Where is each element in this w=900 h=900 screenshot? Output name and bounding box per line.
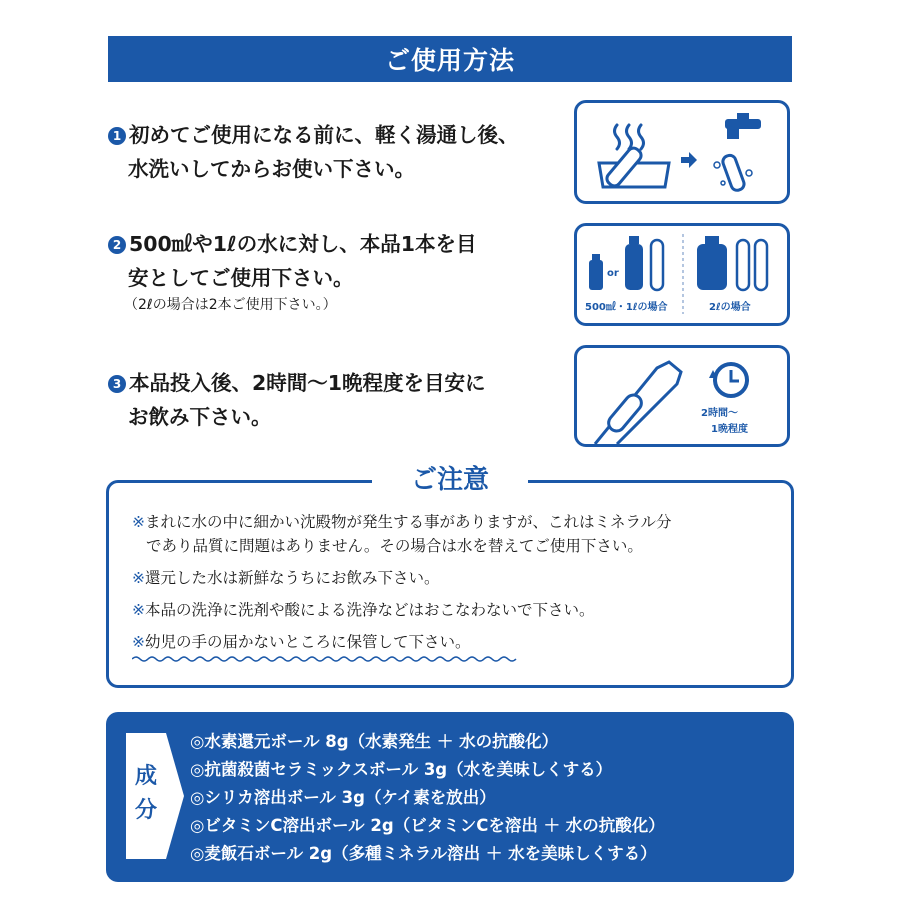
ingredients-label-top: 成	[134, 764, 157, 789]
ingredients-label-bottom: 分	[134, 798, 157, 823]
caution-text: まれに水の中に細かい沈殿物が発生する事がありますが、これはミネラル分	[145, 513, 672, 531]
caution-item	[132, 598, 595, 622]
step-text: 本品投入後、2時間～1晩程度を目安に	[129, 371, 486, 395]
caution-title: ご注意	[372, 462, 528, 498]
illustration-wait	[574, 345, 790, 447]
large-bottle-icon	[697, 236, 727, 290]
stick-icon	[651, 240, 663, 290]
small-bottle-icon	[589, 254, 603, 290]
wavy-underline	[132, 654, 524, 664]
ingredient-item: ◎ビタミンC溶出ボール 2g（ビタミンCを溶出 ＋ 水の抗酸化）	[190, 816, 665, 835]
wait-caption-2: 1晩程度	[711, 424, 748, 435]
illustration-dosage	[574, 223, 790, 326]
step-number-badge: 1	[108, 127, 126, 145]
or-label: or	[607, 268, 619, 279]
ingredients-tab-arrow	[166, 733, 184, 859]
stick-icon	[755, 240, 767, 290]
ingredient-item: ◎抗菌殺菌セラミックスボール 3g（水を美味しくする）	[190, 760, 613, 779]
caution-item	[132, 630, 471, 654]
caution-text: であり品質に問題はありません。その場合は水を替えてご使用下さい。	[146, 537, 643, 555]
step-1	[108, 118, 519, 186]
caution-item	[132, 566, 440, 590]
caution-text: 本品の洗浄に洗剤や酸による洗浄などはおこなわないで下さい。	[145, 601, 595, 619]
caution-mark: ※	[132, 513, 145, 531]
step-number-badge: 3	[108, 375, 126, 393]
step-text: 500㎖や1ℓの水に対し、本品1本を目	[129, 232, 477, 256]
ingredients-label	[126, 760, 166, 828]
caution-text: 還元した水は新鮮なうちにお飲み下さい。	[145, 569, 440, 587]
caution-mark: ※	[132, 601, 145, 619]
hot-water-bowl-icon	[599, 146, 669, 189]
faucet-icon	[714, 113, 761, 192]
arrow-right-icon	[681, 152, 697, 168]
step-2	[108, 227, 477, 315]
step-note: （2ℓの場合は2本ご使用下さい。）	[124, 297, 337, 313]
bottle-icon	[625, 236, 643, 290]
ingredient-item: ◎シリカ溶出ボール 3g（ケイ素を放出）	[190, 788, 496, 807]
ingredient-item: ◎麦飯石ボール 2g（多種ミネラル溶出 ＋ 水を美味しくする）	[190, 844, 657, 863]
steam-icon	[615, 125, 644, 149]
step-3	[108, 366, 486, 434]
step-text: 水洗いしてからお使い下さい。	[128, 157, 415, 181]
step-text: 初めてご使用になる前に、軽く湯通し後、	[129, 123, 519, 147]
caption-large: 2ℓの場合	[709, 302, 751, 313]
bottle-with-stick-icon	[595, 362, 681, 444]
clock-icon	[709, 364, 747, 396]
page-title: ご使用方法	[108, 36, 792, 82]
caution-text: 幼児の手の届かないところに保管して下さい。	[145, 633, 471, 651]
caution-mark: ※	[132, 633, 145, 651]
stick-icon	[737, 240, 749, 290]
step-number-badge: 2	[108, 236, 126, 254]
caution-mark: ※	[132, 569, 145, 587]
step-text: 安としてご使用下さい。	[128, 266, 354, 290]
wait-caption-1: 2時間～	[701, 408, 738, 419]
step-text: お飲み下さい。	[128, 405, 272, 429]
ingredient-item: ◎水素還元ボール 8g（水素発生 ＋ 水の抗酸化）	[190, 732, 559, 751]
illustration-rinse	[574, 100, 790, 204]
caption-small: 500㎖・1ℓの場合	[585, 302, 668, 313]
caution-item	[132, 510, 672, 558]
